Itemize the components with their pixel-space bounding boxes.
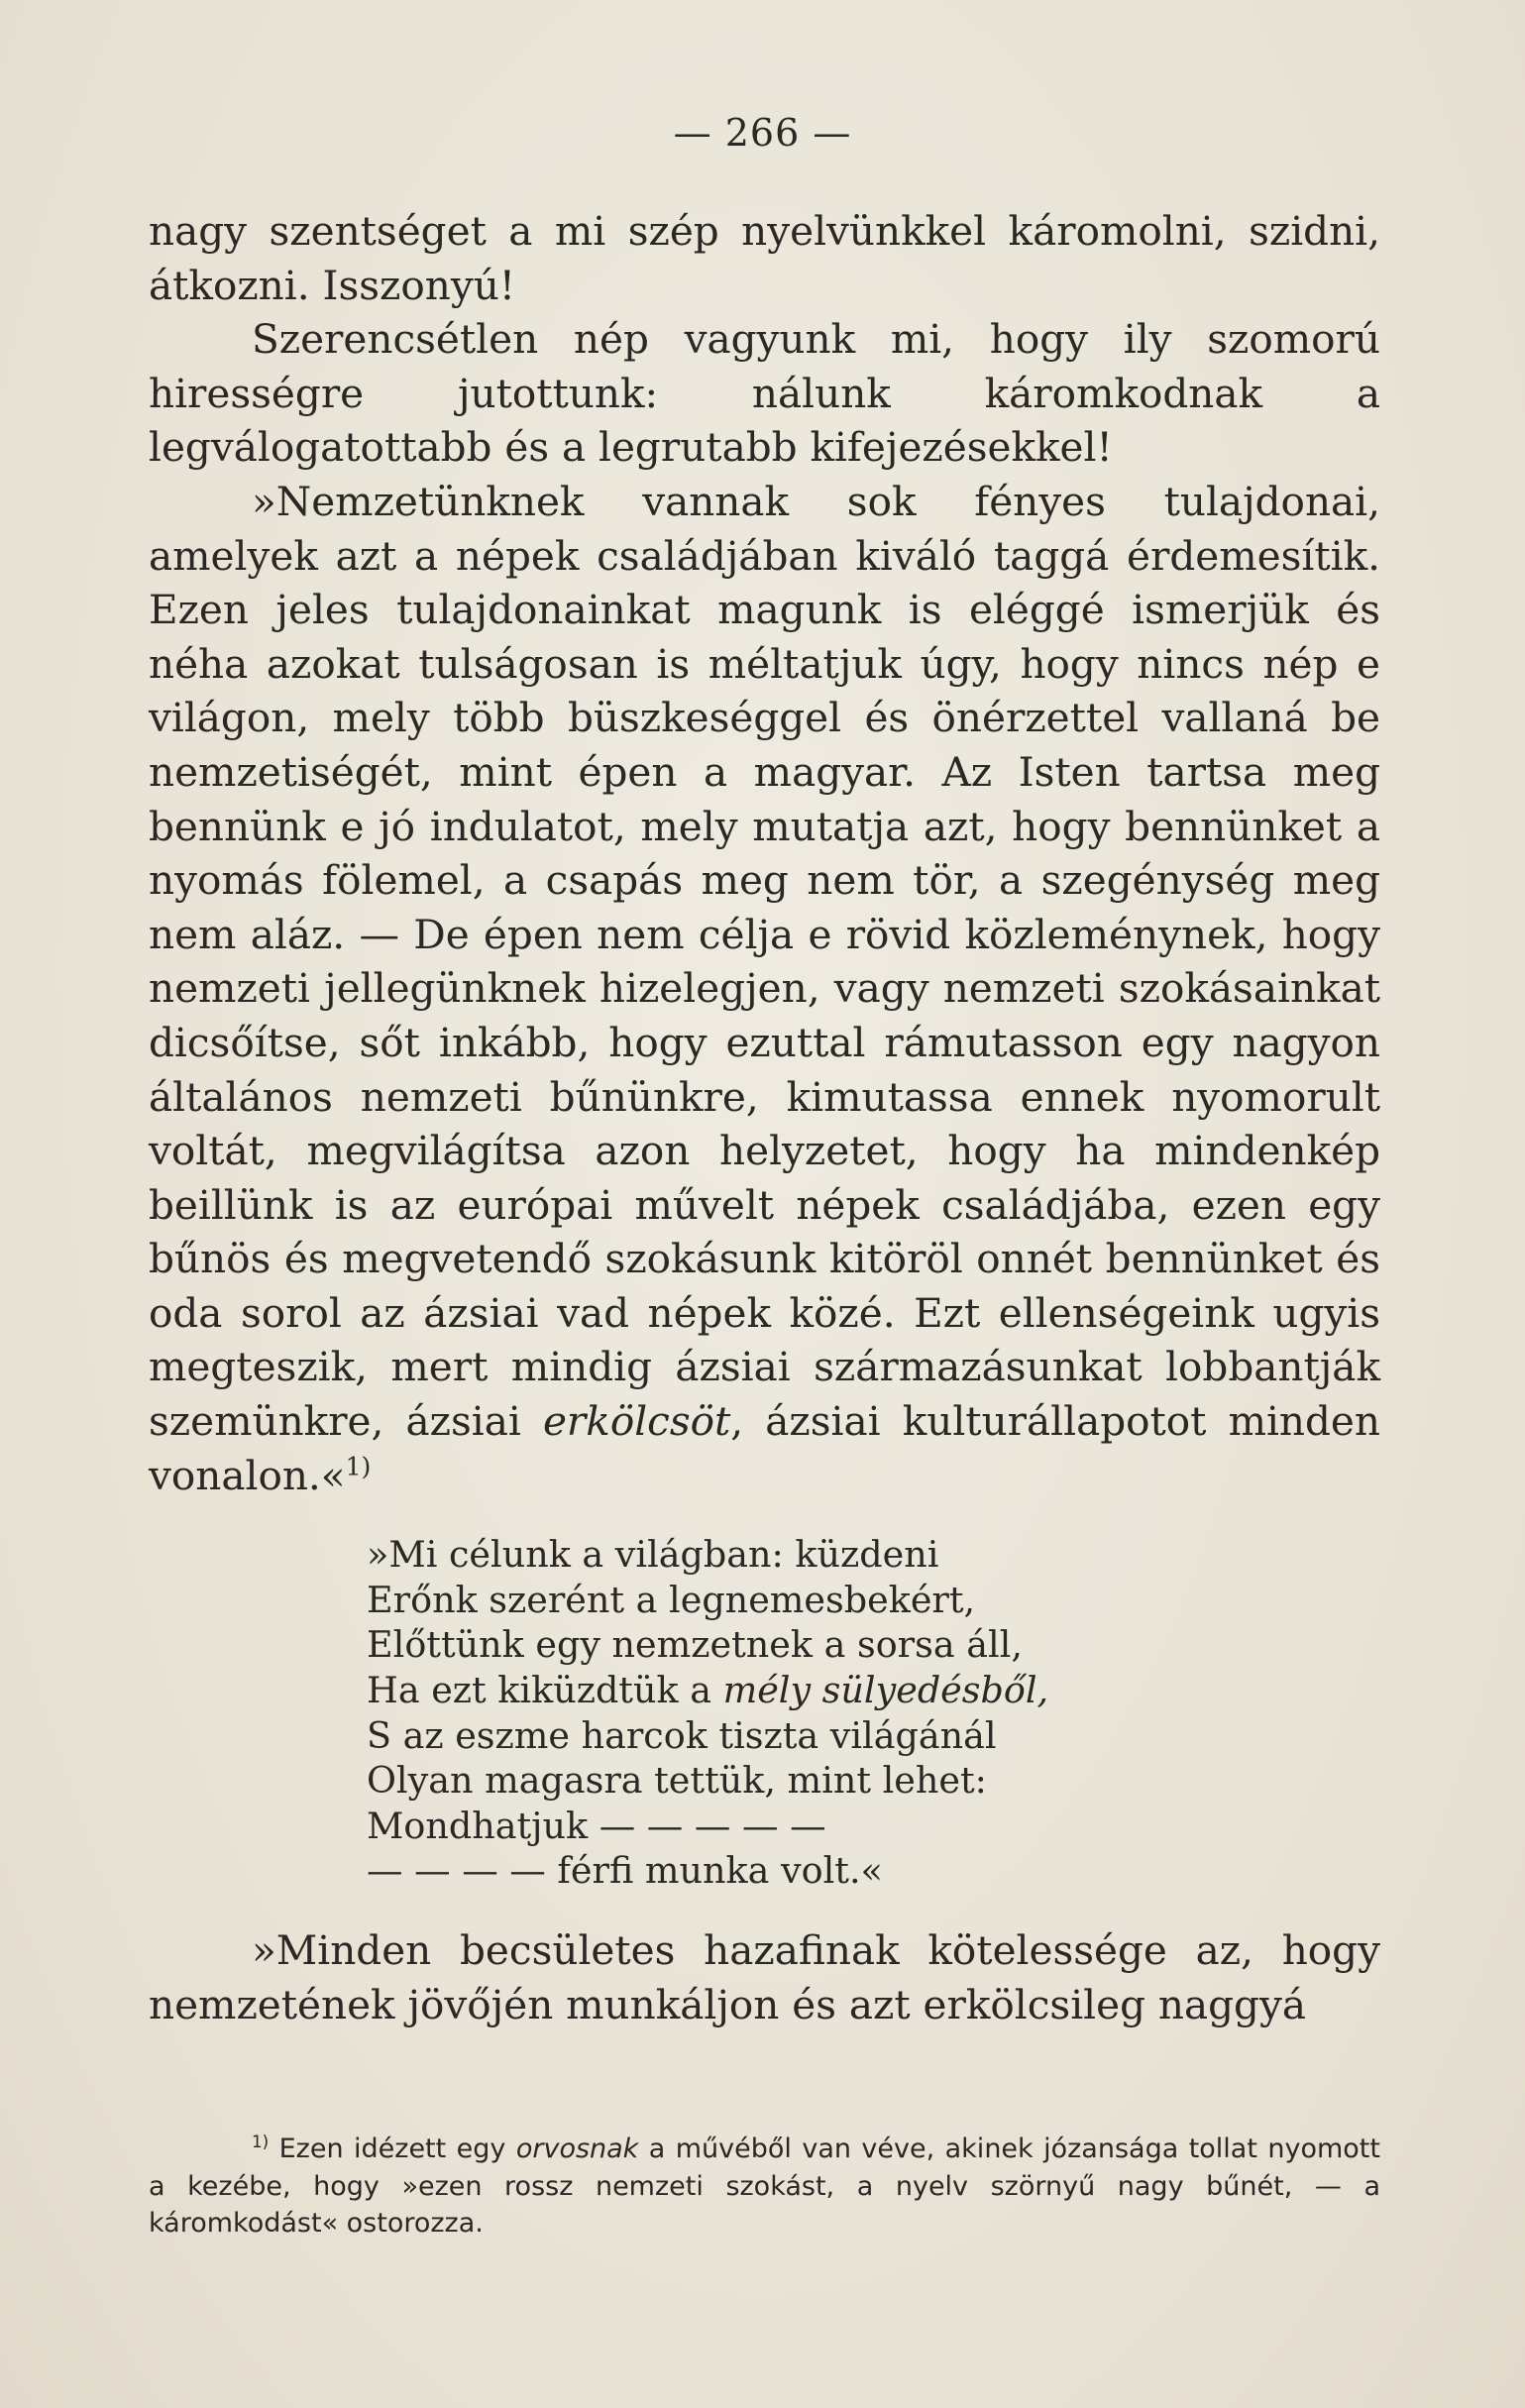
poem-line-6: Olyan magasra tettük, mint lehet: [367,1759,987,1803]
main-text [149,204,1380,2031]
paragraph-3-italic: erkölcsöt [542,1397,731,1446]
poem-quote [367,1532,1380,1894]
paragraph-4: »Minden becsületes hazafinak kötelessége az, hogy nemzetének jövőjén munkáljon és azt erkölcsileg naggyá [149,1926,1380,2028]
paragraph-3-text: »Nemzetünknek vannak sok fényes tulajdonai, amelyek azt a népek családjában kiváló taggá érdemesítik. Ezen jeles tulajdonainkat magunk is eléggé ismerjük és néha azokat tulságosan is méltatjuk úgy, hogy nincs nép e világon, mely több büszkeséggel és önérzettel vallaná be nemzetiségét, mint épen a magyar. Az Isten tartsa meg bennünk e jó indulatot, mely mutatja azt, hogy bennünket a nyomás fölemel, a csapás meg nem tör, a szegénység meg nem aláz. — De épen nem célja e rövid közleménynek, hogy nemzeti jellegünknek hizelegjen, vagy nemzeti szokásainkat dicsőítse, sőt inkább, hogy ezuttal rámutasson egy nagyon általános nemzeti bűnünkre, kimutassa ennek nyomorult voltát, megvilágítsa azon helyzetet, hogy ha mindenkép beillünk is az európai művelt népek családjába, ezen egy bűnös és megvetendő szokásunk kitöröl onnét bennünket és oda sorol az ázsiai vad népek közé. Ezt ellenségeink ugyis megteszik, mert mindig ázsiai származásunkat lobbantják szemünkre, ázsiai [149,477,1380,1446]
paragraph-3 [149,475,1380,1502]
paragraph-2: Szerencsétlen nép vagyunk mi, hogy ily szomorú hirességre jutottunk: nálunk káromkodnak a legválogatottabb és a legrutabb kifejezésekkel! [149,315,1380,472]
poem-line-7: Mondhatjuk — — — — — [367,1804,826,1847]
poem-line-8: — — — — férfi munka volt.« [367,1849,883,1893]
footnote-mark: 1) [252,2132,270,2151]
poem-line-4 [367,1668,1380,1713]
paragraph-3-text-end: , ázsiai kulturállapotot minden vonalon.« [149,1397,1380,1499]
footnote-1 [149,2131,1380,2243]
footnote-reference: 1) [345,1452,372,1481]
paragraph-1: nagy szentséget a mi szép nyelvünkkel káromolni, szidni, átkozni. Isszonyú! [149,207,1380,309]
poem-line-5: S az eszme harcok tiszta világánál [367,1713,997,1757]
poem-line-4-text: Ha ezt kiküzdtük a [367,1669,723,1712]
page-number: — 266 — [673,111,852,155]
footnote-text: Ezen idézett egy [269,2134,516,2164]
poem-line-4-italic: mély sülyedésből, [722,1669,1049,1712]
footnote-text-end: a művéből van véve, akinek józansága tollat nyomott a kezébe, hogy »ezen rossz nemzeti szokást, a nyelv szörnyű nagy bűnét, — a káromkodást« ostorozza. [149,2134,1380,2239]
footnotes [149,2131,1380,2243]
footnote-italic: orvosnak [515,2134,639,2164]
poem-line-1: »Mi célunk a világban: küzdeni [367,1533,939,1577]
poem-line-2: Erőnk szerént a legnemesbekért, [367,1578,976,1621]
poem-line-3: Előttünk egy nemzetnek a sorsa áll, [367,1623,1023,1667]
